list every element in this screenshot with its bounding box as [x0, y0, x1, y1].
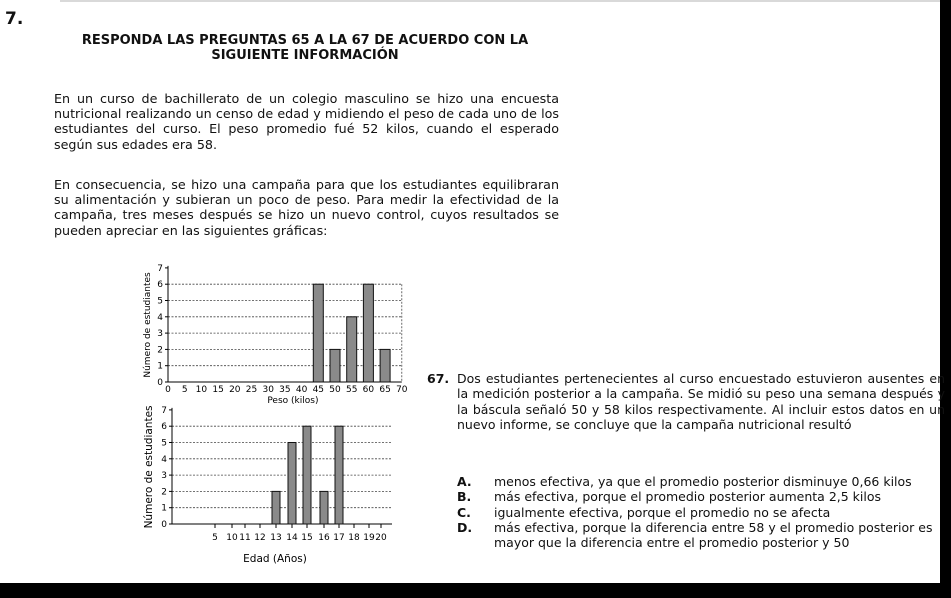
paragraph-2: En consecuencia, se hizo una campaña para que los estudiantes equilibraran su alimentación y subieran un poco de peso. Para medir la efectividad de la campaña, tres meses después se hizo un nuevo control, cuyos resultados se pueden apreciar en las siguientes gráficas:: [54, 177, 559, 238]
x-tick-label: 12: [254, 533, 266, 543]
x-tick-label: 16: [318, 533, 330, 543]
y-tick-label: 5: [161, 438, 167, 449]
option-letter: C.: [457, 505, 471, 520]
x-tick-label: 60: [362, 385, 375, 395]
y-tick-label: 4: [161, 454, 167, 465]
option-letter: A.: [457, 474, 472, 489]
heading-line-1: RESPONDA LAS PREGUNTAS 65 A LA 67 DE ACUERDO CON LA: [81, 33, 529, 48]
option-letter: B.: [457, 489, 472, 504]
x-tick-label: 10: [195, 385, 208, 395]
x-tick-label: 19: [363, 533, 375, 543]
bar-60: [363, 284, 373, 382]
top-divider: [60, 0, 940, 2]
option-text: más efectiva, porque la diferencia entre 58 y el promedio posterior es mayor que la diferencia entre el promedio posterior y 50: [494, 520, 933, 551]
bar-16: [320, 491, 328, 524]
y-tick-label: 2: [157, 345, 163, 356]
bar-45: [313, 284, 323, 382]
bar-65: [380, 349, 390, 382]
paragraph-1: En un curso de bachillerato de un colegio masculino se hizo una encuesta nutricional realizando un censo de edad y midiendo el peso de cada uno de los estudiantes del curso. El peso promedio fué 52 kilos, cuando el esperado según sus edades era 58.: [54, 91, 559, 152]
y-tick-label: 5: [157, 296, 163, 307]
x-tick-label: 50: [329, 385, 341, 395]
bar-13: [272, 491, 280, 524]
x-tick-label: 5: [212, 533, 218, 543]
x-tick-label: 45: [312, 385, 325, 395]
bar-17: [335, 426, 343, 524]
x-tick-label: 5: [181, 385, 188, 395]
x-tick-label: 35: [279, 385, 291, 395]
option-text: más efectiva, porque el promedio posterior aumenta 2,5 kilos: [494, 489, 882, 504]
y-tick-label: 3: [157, 329, 163, 340]
option-text: menos efectiva, ya que el promedio posterior disminuye 0,66 kilos: [494, 474, 912, 489]
x-tick-label: 25: [245, 385, 258, 395]
age-chart: [130, 404, 415, 574]
option-letter: D.: [457, 520, 473, 535]
y-tick-label: 6: [161, 422, 167, 433]
x-tick-label: 30: [262, 385, 274, 395]
x-tick-label: 17: [333, 533, 345, 543]
y-tick-label: 4: [157, 312, 163, 323]
x-tick-label: 14: [286, 533, 298, 543]
weight-chart: [130, 262, 415, 407]
x-tick-label: 20: [375, 533, 387, 543]
x-tick-label: 10: [226, 533, 238, 543]
x-axis-label: Peso (kilos): [267, 396, 319, 406]
bar-14: [288, 443, 296, 525]
bar-15: [303, 426, 311, 524]
y-axis-label: Número de estudiantes: [143, 405, 155, 529]
heading-line-2: SIGUIENTE INFORMACIÓN: [211, 48, 399, 63]
x-tick-label: 15: [212, 385, 224, 395]
x-tick-label: 55: [345, 385, 358, 395]
x-tick-label: 13: [270, 533, 282, 543]
section-heading: [80, 33, 530, 63]
y-tick-label: 1: [161, 503, 167, 514]
x-tick-label: 15: [301, 533, 313, 543]
x-tick-label: 65: [379, 385, 391, 395]
question-number: 7.: [5, 9, 24, 29]
x-tick-label: 20: [229, 385, 241, 395]
x-tick-label: 0: [165, 385, 171, 395]
bar-50: [330, 349, 340, 382]
question-67-number: 67.: [427, 371, 450, 386]
option-text: igualmente efectiva, porque el promedio no se afecta: [494, 505, 831, 520]
y-tick-label: 2: [161, 487, 167, 498]
y-tick-label: 0: [161, 520, 167, 530]
bar-55: [347, 317, 357, 382]
x-tick-label: 40: [295, 385, 308, 395]
y-tick-label: 1: [157, 361, 163, 372]
y-axis-label: Número de estudiantes: [143, 272, 153, 378]
y-tick-label: 6: [157, 280, 163, 291]
x-tick-label: 18: [348, 533, 360, 543]
y-tick-label: 7: [161, 405, 167, 416]
x-tick-label: 11: [239, 533, 251, 543]
y-tick-label: 3: [161, 471, 167, 482]
question-67-stem: Dos estudiantes pertenecientes al curso encuestado estuvieron ausentes en la medición posterior a la campaña. Se midió su peso una semana después y la báscula señaló 50 y 58 kilos respectivamente. Al incluir estos datos en un nuevo informe, se concluye que la campaña nutricional resultó: [457, 371, 945, 432]
x-axis-label: Edad (Años): [243, 553, 307, 565]
y-tick-label: 7: [157, 263, 163, 274]
y-tick-label: 0: [157, 378, 163, 388]
x-tick-label: 70: [396, 385, 408, 395]
